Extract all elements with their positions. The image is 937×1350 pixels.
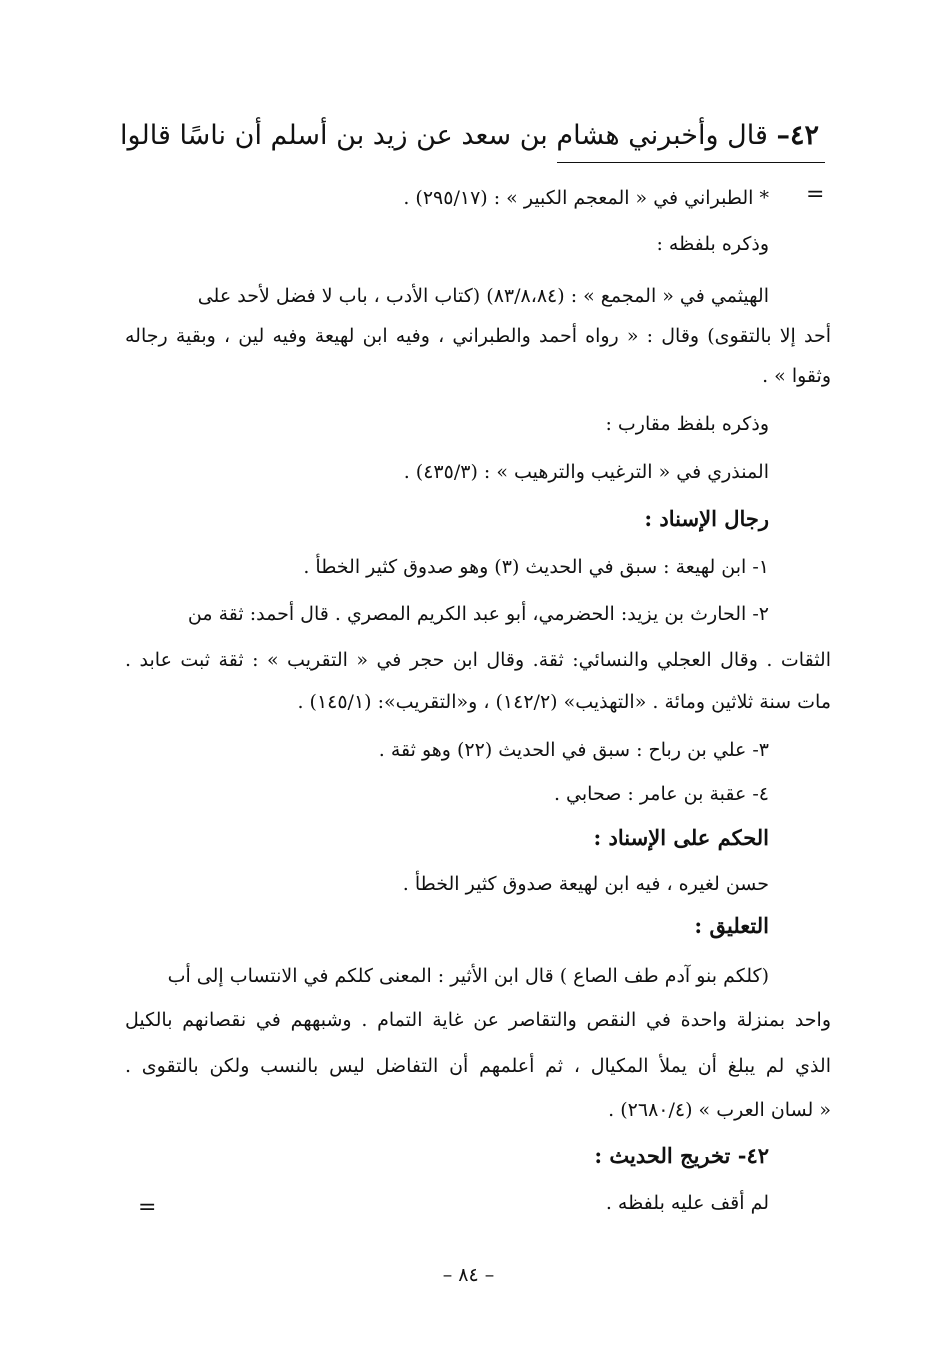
footnote-line-5: وثقوا » . bbox=[762, 365, 831, 387]
commentary-line-1: (كلكم بنو آدم طف الصاع ) قال ابن الأثير : المعنى كلكم في الانتساب إلى أب bbox=[167, 965, 769, 987]
narrator-line-2: ٢- الحارث بن يزيد: الحضرمي، أبو عبد الكريم المصري . قال أحمد: ثقة من bbox=[187, 603, 769, 625]
commentary-line-4: « لسان العرب » (٢٦٨٠/٤) . bbox=[608, 1099, 831, 1121]
page-number: – ٨٤ – bbox=[442, 1264, 495, 1286]
hadith-number: ٤٢– bbox=[776, 120, 819, 151]
footnote-line-6: وذكره بلفظ مقارب : bbox=[605, 413, 769, 435]
footnote-line-7: المنذري في « الترغيب والترهيب » : (٤٣٥/٣) . bbox=[403, 461, 769, 483]
continuation-mark-bottom: = bbox=[138, 1195, 157, 1220]
commentary-line-3: الذي لم يبلغ أن يملأ المكيال ، ثم أعلمهم أن التفاضل ليس بالنسب ولكن بالتقوى . bbox=[125, 1055, 831, 1077]
hadith-heading-text: قال وأخبرني هشام بن سعد عن زيد بن أسلم أن ناسًا قالوا bbox=[120, 120, 768, 151]
section-heading-narrators: رجال الإسناد : bbox=[644, 506, 769, 531]
narrator-line-4: مات سنة ثلاثين ومائة . «التهذيب» (١٤٢/٢) ، و«التقريب»: (١٤٥/١) . bbox=[297, 691, 831, 713]
section-heading-ruling: الحكم على الإسناد : bbox=[593, 825, 769, 850]
footnote-line-3: الهيثمي في « المجمع » : (٨٣/٨،٨٤) (كتاب الأدب ، باب لا فضل لأحد على bbox=[197, 285, 769, 307]
footnote-line-1: * الطبراني في « المعجم الكبير » : (٢٩٥/١٧) . bbox=[403, 187, 769, 209]
takhrij-line: لم أقف عليه بلفظه . bbox=[605, 1192, 769, 1214]
narrator-line-3: الثقات . وقال العجلي والنسائي: ثقة. وقال ابن حجر في « التقريب » : ثقة ثبت عابد . bbox=[125, 649, 831, 671]
hadith-heading bbox=[99, 116, 819, 156]
continuation-mark-top: = bbox=[806, 182, 825, 207]
ruling-line: حسن لغيره ، فيه ابن لهيعة صدوق كثير الخطأ . bbox=[402, 873, 769, 895]
narrator-line-1: ١- ابن لهيعة : سبق في الحديث (٣) وهو صدوق كثير الخطأ . bbox=[303, 556, 769, 578]
footnote-line-4: أحد إلا بالتقوى) وقال : « رواه أحمد والطبراني ، وفيه ابن لهيعة وفيه لين ، وبقية رجاله bbox=[125, 325, 831, 347]
section-heading-takhrij: ٤٢- تخريج الحديث : bbox=[594, 1143, 769, 1168]
footnote-separator bbox=[557, 162, 825, 163]
commentary-line-2: واحد بمنزلة واحدة في النقص والتقاصر عن غاية التمام . وشبههم في نقصانهم بالكيل bbox=[125, 1009, 831, 1031]
narrator-line-5: ٣- علي بن رباح : سبق في الحديث (٢٢) وهو ثقة . bbox=[378, 739, 769, 761]
section-heading-commentary: التعليق : bbox=[694, 913, 769, 938]
narrator-line-6: ٤- عقبة بن عامر : صحابي . bbox=[553, 783, 769, 805]
footnote-line-2: وذكره بلفظه : bbox=[656, 233, 769, 255]
